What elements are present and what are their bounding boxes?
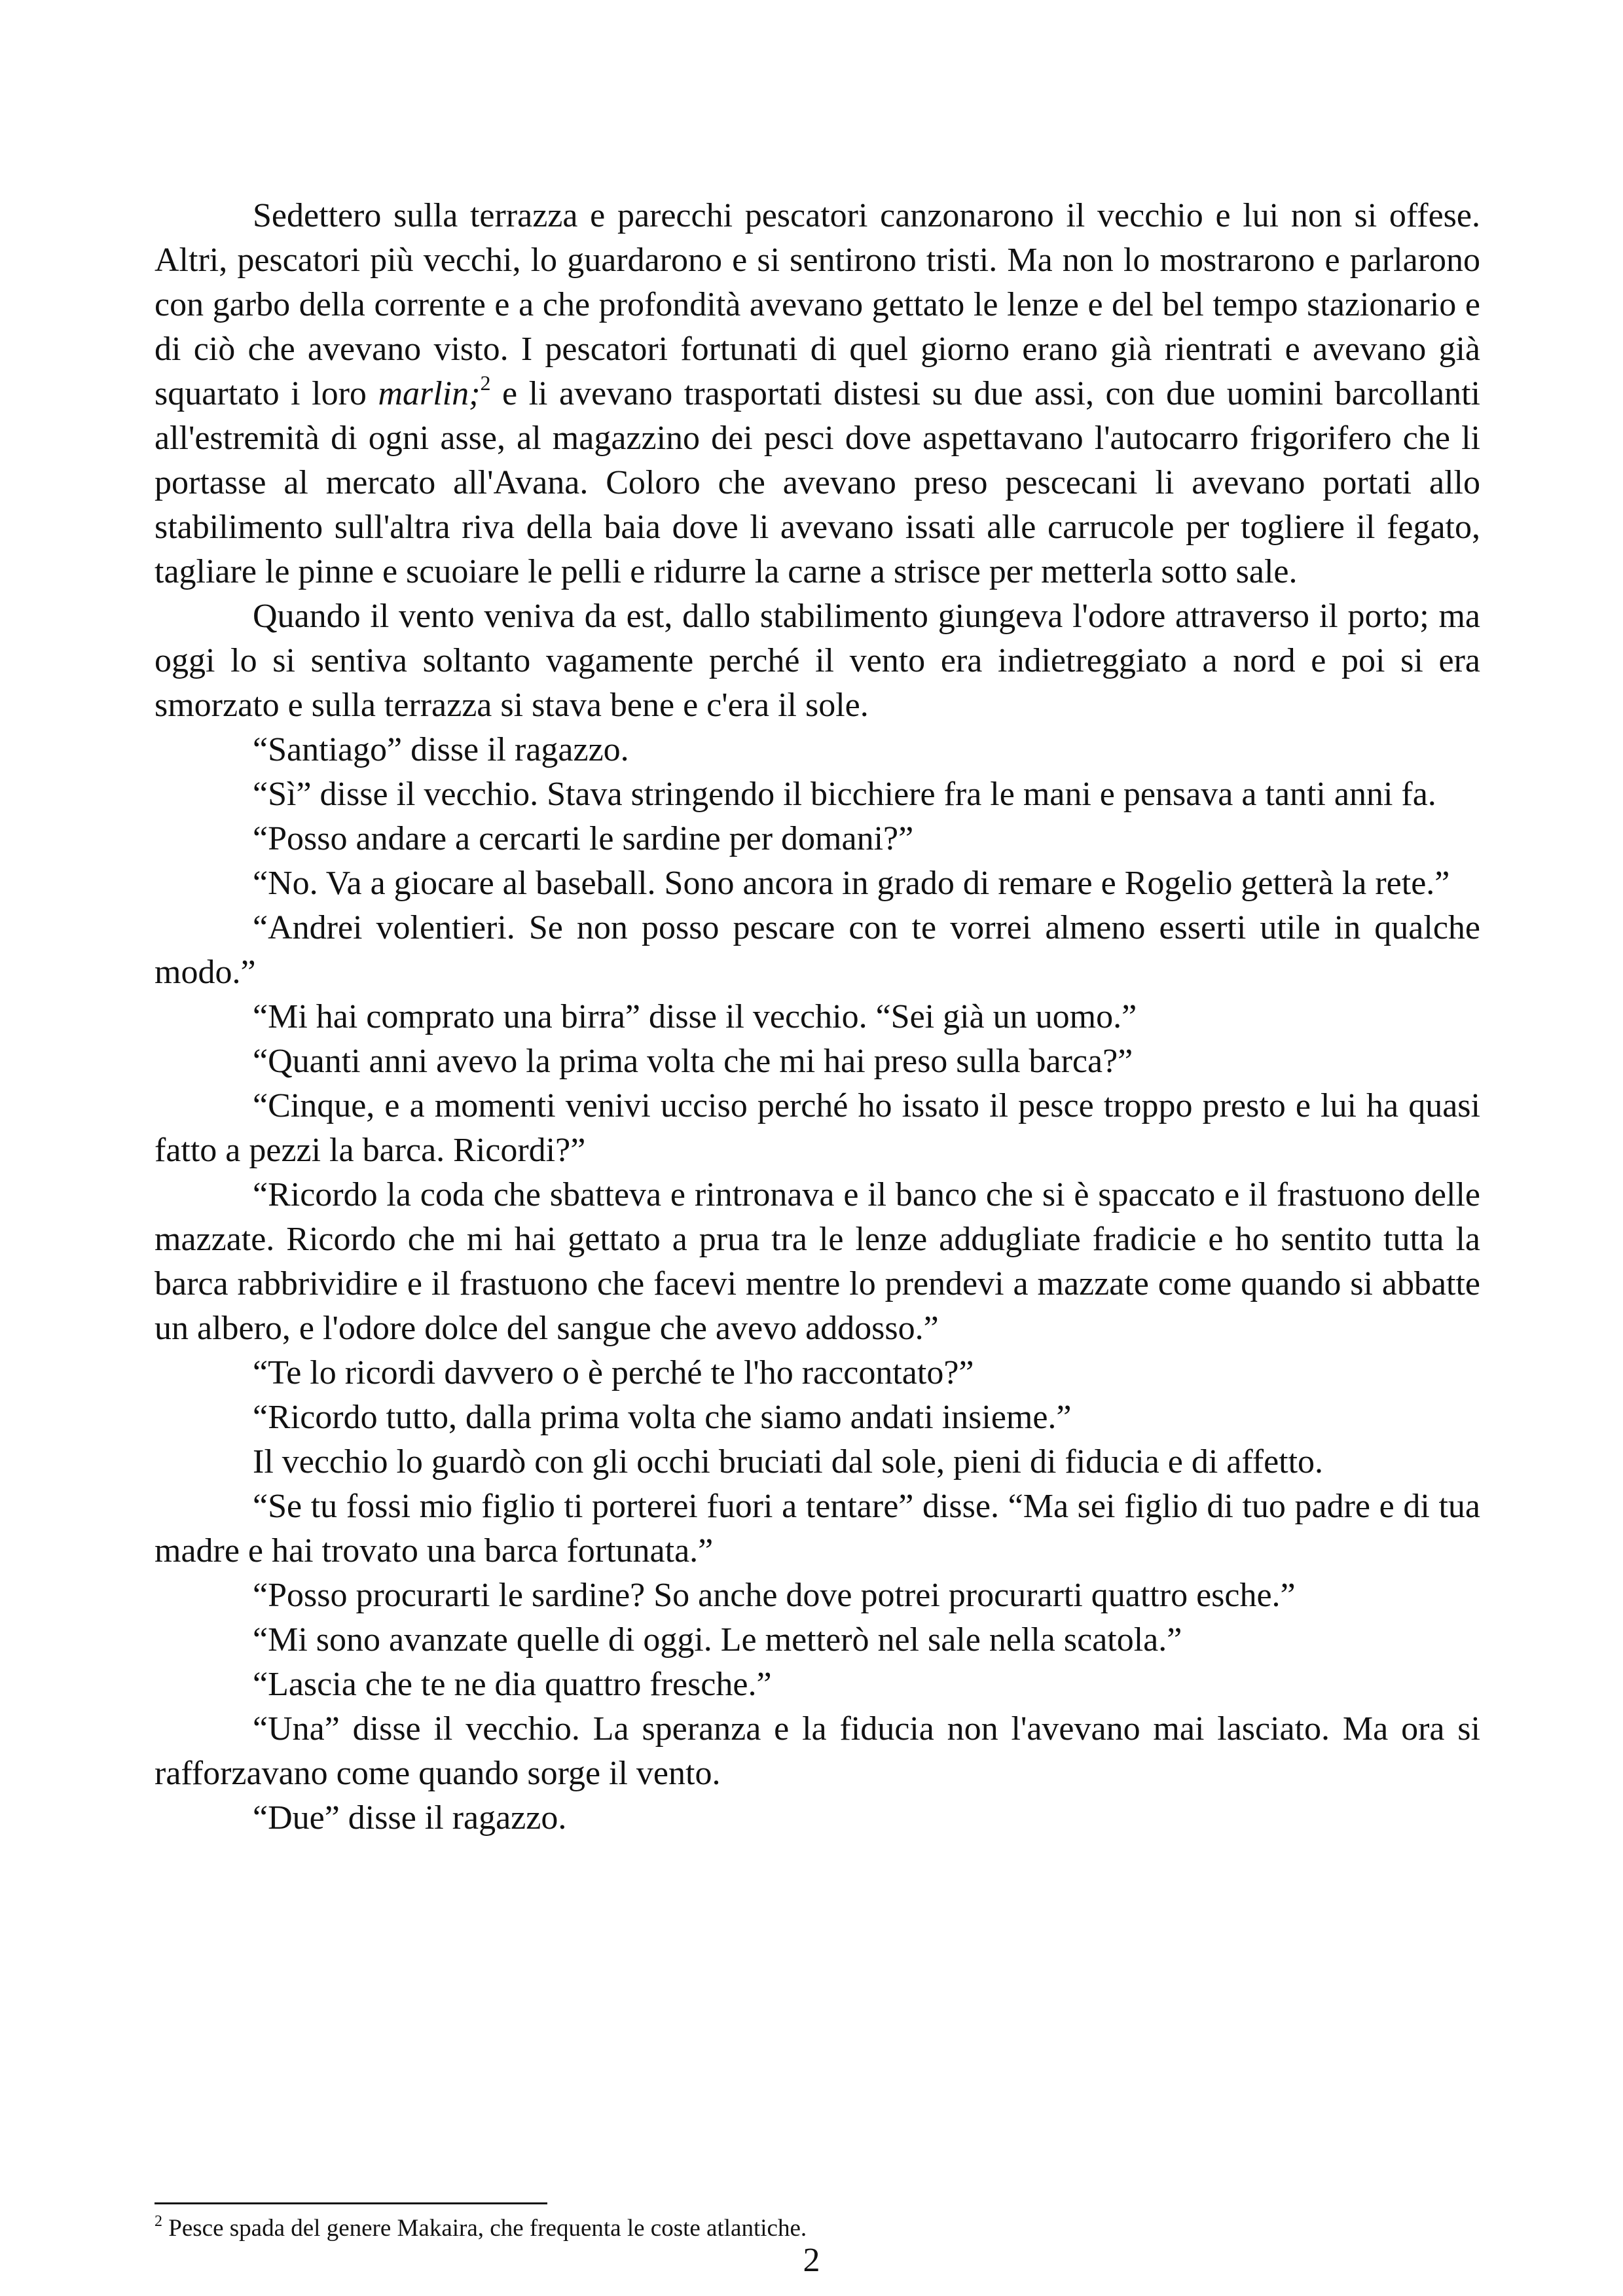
paragraph: “Lascia che te ne dia quattro fresche.” [253,1666,772,1703]
paragraph: “Posso procurarti le sardine? So anche dove potrei procurarti quattro esche.” [253,1577,1296,1614]
paragraph-text: Sedettero sulla terrazza e parecchi pescatori canzonarono il vecchio e lui non si offese. Altri, pescatori più vecchi, lo guardarono e si sentirono tristi. Ma non lo mostrarono e parlarono con garbo della corrente e a che profondità avevano gettato le lenze e del bel tempo stazionario e di ciò che avevano visto. I pescatori fortunati di quel giorno erano già rientrati e avevano già squartato i loro [155,197,1480,412]
paragraph: “Ricordo tutto, dalla prima volta che siamo andati insieme.” [253,1399,1072,1436]
paragraph: “Andrei volentieri. Se non posso pescare con te vorrei almeno esserti utile in qualche modo.” [155,909,1480,991]
paragraph: Il vecchio lo guardò con gli occhi bruciati dal sole, pieni di fiducia e di affetto. [253,1443,1324,1480]
paragraph: “Te lo ricordi davvero o è perché te l'ho raccontato?” [253,1354,974,1391]
paragraph: “Una” disse il vecchio. La speranza e la fiducia non l'avevano mai lasciato. Ma ora si rafforzavano come quando sorge il vento. [155,1710,1480,1792]
paragraph: “Posso andare a cercarti le sardine per domani?” [253,820,914,857]
paragraph: Quando il vento veniva da est, dallo stabilimento giungeva l'odore attraverso il porto; ma oggi lo si sentiva soltanto vagamente perché il vento era indietreggiato a nord e poi si era smorzato e sulla terrazza si stava bene e c'era il sole. [155,598,1480,724]
paragraph: “Santiago” disse il ragazzo. [253,731,629,768]
paragraph-text: e li avevano trasportati distesi su due assi, con due uomini barcollanti all'estremità di ogni asse, al magazzino dei pesci dove aspettavano l'autocarro frigorifero che li portasse al mercato all'Avana. Coloro che avevano preso pescecani li avevano portati allo stabilimento sull'altra riva della baia dove li avevano issati alle carrucole per togliere il fegato, tagliare le pinne e scuoiare le pelli e ridurre la carne a strisce per metterla sotto sale. [155,375,1480,590]
footnote-separator [155,2202,547,2204]
paragraph [155,194,1480,594]
footnote-reference[interactable]: 2 [480,371,491,395]
footnote-number: 2 [155,2213,162,2230]
paragraph: “No. Va a giocare al baseball. Sono ancora in grado di remare e Rogelio getterà la rete.” [253,865,1450,902]
paragraph: “Ricordo la coda che sbatteva e rintronava e il banco che si è spaccato e il frastuono delle mazzate. Ricordo che mi hai gettato a prua tra le lenze addugliate fradicie e ho sentito tutta la barca rabbrividire e il frastuono che facevi mentre lo prendevi a mazzate come quando si abbatte un albero, e l'odore dolce del sangue che avevo addosso.” [155,1176,1480,1347]
paragraph: “Se tu fossi mio figlio ti porterei fuori a tentare” disse. “Ma sei figlio di tuo padre e di tua madre e hai trovato una barca fortunata.” [155,1488,1480,1570]
paragraph: “Sì” disse il vecchio. Stava stringendo il bicchiere fra le mani e pensava a tanti anni fa. [253,776,1436,813]
paragraph: “Quanti anni avevo la prima volta che mi hai preso sulla barca?” [253,1043,1133,1080]
paragraph: “Due” disse il ragazzo. [253,1799,567,1837]
paragraph: “Mi hai comprato una birra” disse il vecchio. “Sei già un uomo.” [253,998,1137,1035]
italic-term: marlin; [378,375,481,412]
footnote [155,2214,1480,2244]
footnote-text: Pesce spada del genere Makaira, che frequenta le coste atlantiche. [162,2215,807,2242]
body-text [155,194,1480,1840]
paragraph: “Cinque, e a momenti venivi ucciso perché ho issato il pesce troppo presto e lui ha quasi fatto a pezzi la barca. Ricordi?” [155,1087,1480,1169]
page-number: 2 [803,2242,820,2279]
paragraph: “Mi sono avanzate quelle di oggi. Le metterò nel sale nella scatola.” [253,1621,1182,1659]
